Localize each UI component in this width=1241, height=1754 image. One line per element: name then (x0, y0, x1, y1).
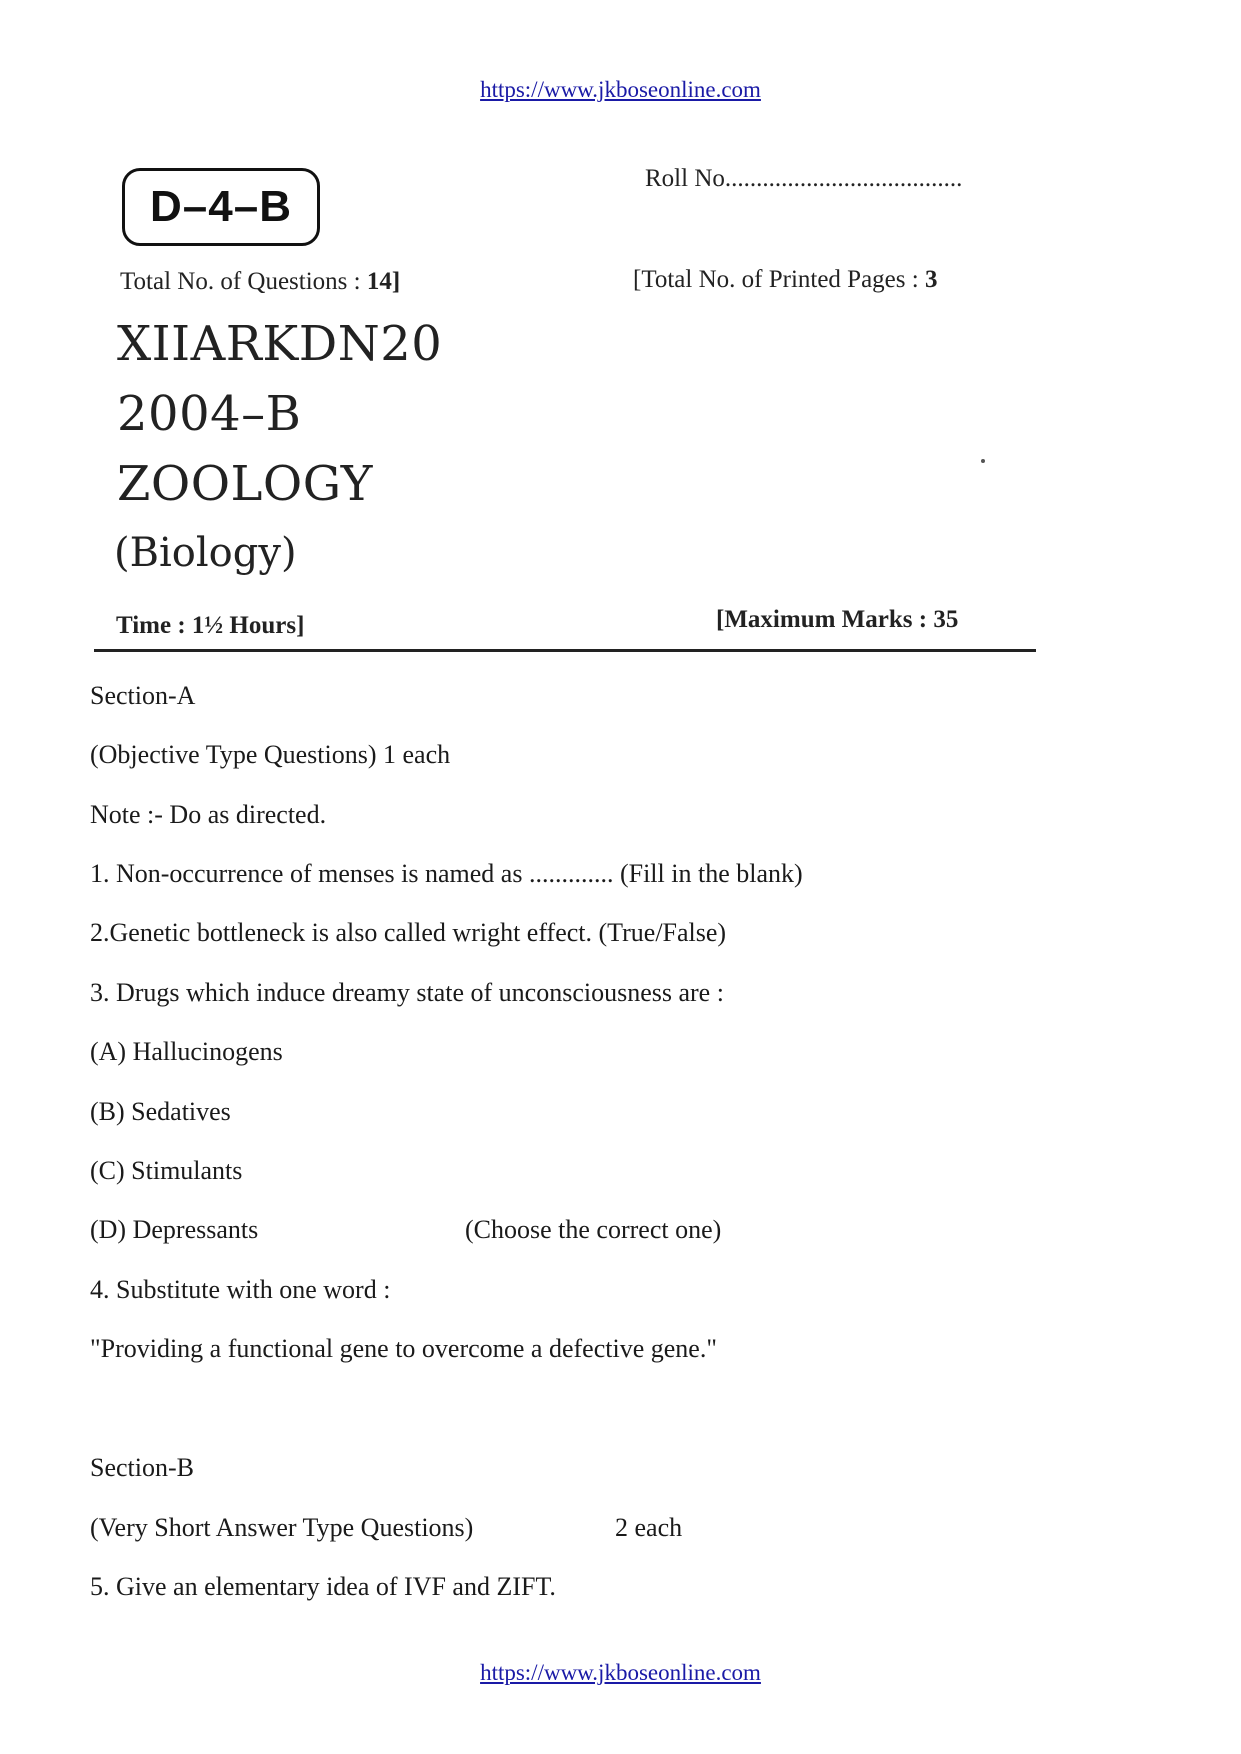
total-questions-value: 14] (366, 268, 401, 295)
question-5: 5. Give an elementary idea of IVF and ZIFT. (90, 1572, 556, 1601)
objective-note: (Objective Type Questions) 1 each (90, 740, 451, 769)
paper-code-line-1: XIIARKDN20 (117, 316, 443, 372)
question-3-option-a: (A) Hallucinogens (90, 1037, 283, 1066)
source-link-top[interactable]: https://www.jkboseonline.com (480, 77, 761, 102)
header-rule (94, 649, 1036, 652)
section-b-heading: Section-B (90, 1453, 194, 1482)
question-3-option-b: (B) Sedatives (90, 1097, 231, 1126)
question-3: 3. Drugs which induce dreamy state of unconsciousness are : (90, 978, 724, 1007)
question-3-option-d: (D) Depressants (90, 1215, 259, 1244)
very-short-marks: 2 each (615, 1513, 683, 1542)
total-questions-label: Total No. of Questions : (120, 268, 361, 295)
question-4: 4. Substitute with one word : (90, 1275, 391, 1304)
paper-code-line-2: 2004–B (117, 386, 302, 442)
paper-code-box: D–4–B (122, 168, 320, 246)
section-a-heading: Section-A (90, 681, 196, 710)
source-link-bottom[interactable]: https://www.jkboseonline.com (480, 1660, 761, 1685)
stray-dot (981, 459, 985, 463)
maximum-marks: [Maximum Marks : 35 (716, 606, 959, 633)
question-1: 1. Non-occurrence of menses is named as ............. (Fill in the blank) (90, 859, 803, 888)
question-2: 2.Genetic bottleneck is also called wright effect. (True/False) (90, 918, 727, 947)
roll-number-field: Roll No...................................... (645, 165, 963, 192)
subject-subtitle: (Biology) (114, 530, 297, 576)
total-questions (120, 268, 400, 296)
question-4-text: "Providing a functional gene to overcome a defective gene." (90, 1334, 717, 1363)
time-allowed: Time : 1½ Hours] (116, 612, 305, 639)
question-3-instruction: (Choose the correct one) (465, 1215, 722, 1244)
printed-pages (633, 266, 937, 294)
question-3-option-c: (C) Stimulants (90, 1156, 243, 1185)
printed-pages-label: [Total No. of Printed Pages : (633, 266, 919, 293)
subject-title: ZOOLOGY (117, 456, 373, 512)
printed-pages-value: 3 (924, 266, 938, 293)
directions-note: Note :- Do as directed. (90, 800, 327, 829)
very-short-note: (Very Short Answer Type Questions) (90, 1513, 474, 1542)
